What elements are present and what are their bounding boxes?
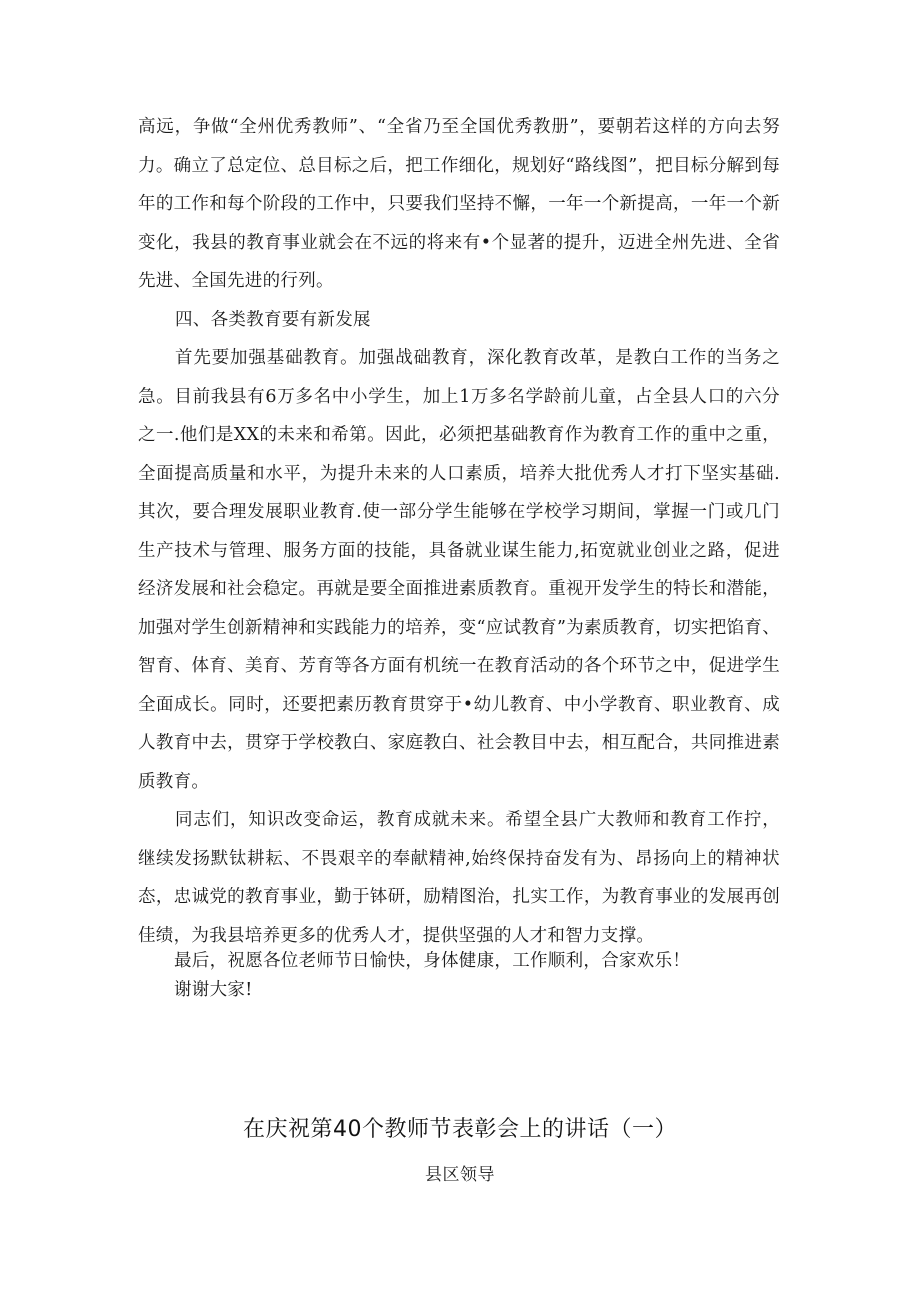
speech-body (138, 108, 780, 955)
comrades-paragraph: 同志们，知识改变命运，教育成就未来。希望全县广大教师和教育工作拧，继续发扬默钛耕耘、不畏艰辛的奉献精神,始终保持奋发有为、昂扬向上的精神状态，忠诚党的教育事业，勤于钵研，励精图治，扎实工作，为教育事业的发展再创佳绩，为我县培养更多的优秀人才，提供坚强的人才和智力支撑。 (138, 810, 780, 946)
document-title: 在庆祝第40个教师节表彰会上的讲话（一） (243, 1117, 677, 1142)
document-subtitle: 县区领导 (425, 1165, 495, 1185)
basic-education-paragraph: 首先要加强基础教育。加强战础教育，深化教育改革，是教白工作的当务之急。目前我县有6万多名中小学生，加上1万多名学龄前儿童，占全县人口的六分之一.他们是XX的未来和希第。因此，必须把基础教育作为教育工作的重中之重，全面提高质量和水平，为提升未来的人口素质，培养大批优秀人才打下坚实基础.其次，要合理发展职业教育.使一部分学生能够在学校学习期间，掌握一门或几门生产技术与管理、服务方面的技能，具备就业谋生能力,拓宽就业创业之路，促进经济发展和社会稳定。再就是要全面推进素质教育。重视开发学生的特长和潜能，加强对学生创新精神和实践能力的培养，变“应试教育”为素质教育，切实把馅育、智育、体育、美育、芳育等各方面有机统一在教育活动的各个环节之中，促进学生全面成长。同时，还要把素历教育贯穿于•幼儿教育、中小学教育、职业教育、成人教育中去，贯穿于学校教白、家庭教白、社会教目中去，相互配合，共同推进素质教育。 (138, 348, 780, 792)
continuation-paragraph: 高远，争做“全州优秀教师”、“全省乃至全国优秀教册”，要朝若这样的方向去努力。确立了总定位、总目标之后，把工作细化，规划好“路线图”，把目标分解到每年的工作和每个阶段的工作中，只要我们坚持不懈，一年一个新提高，一年一个新变化，我县的教育事业就会在不远的将来有•个显著的提升，迈进全州先进、全省先进、全国先进的行列。 (138, 117, 780, 291)
closing-wish: 最后，祝愿各位老师节日愉快，身体健康，工作顺利，合家欢乐！ (174, 951, 691, 971)
closing-remarks (174, 947, 690, 1005)
closing-thanks: 谢谢大家! (174, 980, 253, 1000)
section-heading: 四、各类教育要有新发展 (175, 309, 371, 330)
